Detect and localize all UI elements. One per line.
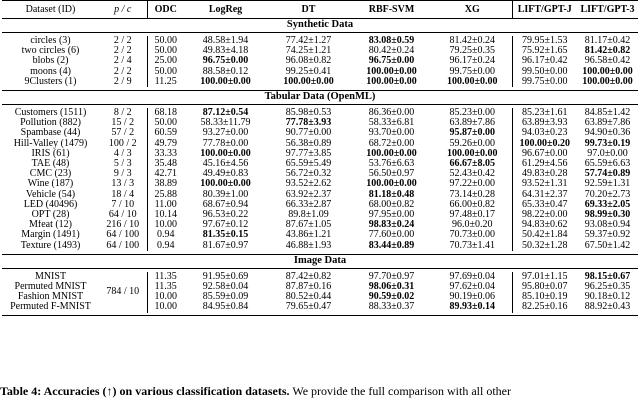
value-cell: 96.67±0.00 (522, 148, 568, 159)
table-row (2, 169, 638, 179)
table-row (2, 108, 638, 118)
dataset-cell: Mfeat (12) (28, 220, 73, 231)
table-row (2, 220, 638, 230)
value-cell (577, 210, 638, 220)
value-cell: 97.70±0.97 (368, 271, 415, 282)
best-value: 100.00±0.00 (582, 76, 633, 87)
value-cell: 93.52±1.31 (522, 179, 568, 190)
value-cell: 61.29±4.56 (522, 159, 568, 170)
pc-cell: 2 / 9 (113, 76, 132, 87)
pc-cell: 2 / 2 (113, 36, 132, 46)
value-cell: 86.36±0.00 (368, 108, 415, 119)
value-cell: 98.22±0.00 (522, 210, 568, 221)
dataset-cell: OPT (28) (31, 210, 70, 221)
best-value: 100.00±0.00 (366, 76, 417, 87)
value-cell (350, 292, 433, 302)
value-cell (350, 282, 433, 292)
value-cell (433, 302, 512, 312)
dataset-cell: Wine (187) (27, 179, 74, 190)
value-cell (350, 77, 433, 87)
value-cell: 64.31±2.37 (522, 189, 568, 200)
value-cell: 81.67±0.97 (202, 240, 249, 251)
value-cell: 94.03±0.23 (522, 128, 568, 139)
table-row (2, 179, 638, 189)
value-cell: 90.77±0.00 (285, 128, 332, 139)
value-cell: 25.88 (147, 190, 184, 200)
value-cell: 92.58±0.04 (202, 282, 249, 293)
value-cell: 77.42±1.27 (285, 36, 332, 46)
best-value: 100.00±0.00 (582, 66, 633, 77)
value-cell: 45.16±4.56 (202, 159, 249, 170)
value-cell: 43.86±1.21 (285, 230, 332, 241)
section-title: Synthetic Data (2, 19, 638, 33)
best-value: 83.44±0.89 (368, 240, 415, 251)
value-cell: 99.75±0.00 (433, 67, 512, 77)
dataset-cell: Customers (1511) (14, 108, 87, 119)
value-cell: 50.00 (147, 118, 184, 128)
value-cell (577, 169, 638, 179)
value-cell: 10.00 (147, 220, 184, 230)
best-value: 100.00±0.00 (366, 148, 417, 159)
dataset-cell: Pollution (882) (20, 118, 81, 129)
value-cell: 0.94 (147, 241, 184, 251)
value-cell (267, 118, 350, 128)
pc-cell: 100 / 2 (108, 138, 137, 149)
table-row (2, 241, 638, 251)
dataset-cell: LED (40496) (23, 199, 78, 210)
value-cell: 79.25±0.35 (433, 46, 512, 56)
value-cell: 84.85±1.42 (584, 108, 631, 119)
best-value: 81.35±0.15 (202, 230, 249, 241)
value-cell: 49.83±4.18 (202, 46, 249, 57)
value-cell: 93.27±0.00 (202, 128, 249, 139)
dataset-cell: IRIS (61) (31, 148, 70, 159)
pc-cell: 9 / 3 (113, 169, 132, 180)
best-value: 100.00±0.00 (447, 148, 498, 159)
value-cell: 68.72±0.00 (368, 138, 415, 149)
value-cell (184, 179, 267, 189)
value-cell: 65.33±0.47 (522, 199, 568, 210)
value-cell: 91.95±0.69 (202, 271, 249, 282)
table-row (2, 292, 638, 302)
value-cell: 94.83±0.62 (522, 220, 568, 231)
value-cell: 56.72±0.32 (285, 169, 332, 180)
table-body (2, 19, 638, 316)
value-cell: 85.59±0.09 (202, 292, 249, 303)
best-value: 100.00±0.00 (283, 76, 334, 87)
table-row (2, 36, 638, 46)
value-cell (577, 67, 638, 77)
pc-cell: 8 / 2 (113, 108, 132, 119)
value-cell (350, 36, 433, 46)
value-cell (350, 190, 433, 200)
value-cell: 87.42±0.82 (285, 271, 332, 282)
header-cell: XG (433, 1, 512, 19)
table-row (2, 282, 638, 292)
value-cell (267, 77, 350, 87)
dataset-cell: blobs (2) (32, 56, 69, 67)
value-cell: 82.25±0.16 (522, 302, 568, 313)
value-cell: 97.01±1.15 (522, 271, 568, 282)
dataset-cell: Spambase (44) (20, 128, 81, 139)
header-cell: LogReg (184, 1, 267, 19)
value-cell: 97.77±3.85 (285, 148, 332, 159)
table-row (2, 67, 638, 77)
header-cell: RBF-SVM (350, 1, 433, 19)
header-cell: DT (267, 1, 350, 19)
best-value: 100.00±0.00 (200, 148, 251, 159)
section-header-row (2, 19, 638, 33)
dataset-cell: circles (3) (30, 36, 71, 46)
value-cell: 96.25±0.35 (584, 282, 631, 293)
value-cell (433, 159, 512, 169)
table-row (2, 159, 638, 169)
best-value: 100.00±0.00 (200, 76, 251, 87)
value-cell: 68.67±0.94 (202, 199, 249, 210)
value-cell: 65.59±5.49 (285, 159, 332, 170)
value-cell: 97.0±0.00 (587, 148, 628, 159)
value-cell: 49.83±0.28 (522, 169, 568, 180)
value-cell: 70.73±0.00 (433, 230, 512, 240)
value-cell: 96.0±0.20 (433, 220, 512, 230)
section-title: Image Data (2, 254, 638, 268)
best-value: 100.00±0.00 (200, 179, 251, 190)
section-header-row (2, 91, 638, 105)
best-value: 98.06±0.31 (368, 282, 415, 293)
pc-cell: 2 / 2 (113, 66, 132, 77)
table-row (2, 128, 638, 138)
table-row (2, 77, 638, 87)
pc-cell: 64 / 10 (108, 210, 137, 221)
value-cell: 63.89±7.86 (584, 118, 631, 129)
dataset-cell: TAE (48) (31, 159, 70, 170)
value-cell (184, 149, 267, 159)
value-cell: 93.70±0.00 (368, 128, 415, 139)
value-cell: 65.59±6.63 (584, 159, 631, 170)
value-cell (577, 272, 638, 282)
best-value: 95.87±0.00 (449, 128, 495, 139)
value-cell: 94.90±0.36 (584, 128, 631, 139)
value-cell: 11.35 (147, 282, 184, 292)
value-cell (350, 67, 433, 77)
caption-text: We provide the full comparison with all other (289, 384, 511, 398)
pc-cell: 13 / 3 (111, 179, 135, 190)
value-cell: 52.43±0.42 (433, 169, 512, 179)
value-cell: 84.95±0.84 (202, 302, 249, 313)
value-cell (184, 230, 267, 240)
value-cell: 50.00 (147, 46, 184, 56)
table-row (2, 46, 638, 56)
value-cell: 58.33±6.81 (368, 118, 415, 129)
value-cell: 0.94 (147, 230, 184, 240)
value-cell (350, 220, 433, 230)
value-cell: 96.17±0.42 (522, 56, 568, 67)
value-cell: 59.26±0.00 (433, 139, 512, 149)
value-cell: 42.71 (147, 169, 184, 179)
value-cell: 58.33±11.79 (200, 118, 251, 129)
value-cell: 96.58±0.42 (584, 56, 631, 67)
value-cell (184, 77, 267, 87)
value-cell: 79.95±1.53 (522, 36, 568, 46)
value-cell: 56.50±0.97 (368, 169, 415, 180)
value-cell: 50.42±1.84 (522, 230, 568, 241)
value-cell: 46.88±1.93 (285, 240, 332, 251)
pc-cell: 18 / 4 (111, 189, 135, 200)
value-cell: 93.52±2.62 (285, 179, 332, 190)
value-cell: 74.25±1.21 (285, 46, 332, 57)
pc-cell: 216 / 10 (106, 220, 140, 231)
best-value: 98.15±0.67 (584, 271, 631, 282)
value-cell: 60.59 (147, 128, 184, 138)
best-value: 81.42±0.82 (584, 46, 631, 57)
value-cell: 88.33±0.37 (368, 302, 415, 313)
value-cell (433, 149, 512, 159)
pc-cell: 2 / 4 (113, 56, 132, 67)
header-cell: ODC (147, 1, 184, 19)
header-cell: Dataset (ID) (2, 1, 99, 19)
value-cell: 11.35 (147, 272, 184, 282)
value-cell: 38.89 (147, 179, 184, 189)
value-cell: 50.00 (147, 67, 184, 77)
value-cell: 90.19±0.06 (433, 292, 512, 302)
value-cell: 85.23±1.61 (522, 108, 568, 119)
value-cell: 97.62±0.04 (433, 282, 512, 292)
pc-cell: 4 / 3 (113, 148, 132, 159)
dataset-cell: CMC (23) (29, 169, 72, 180)
best-value: 87.12±0.54 (202, 108, 249, 119)
header-cell: LIFT/GPT-3 (577, 1, 638, 19)
pc-cell: 2 / 2 (113, 46, 132, 57)
table-row (2, 149, 638, 159)
best-value: 100.00±0.00 (366, 66, 417, 77)
table-row (2, 190, 638, 200)
value-cell (350, 149, 433, 159)
value-cell: 50.00 (147, 36, 184, 46)
dataset-cell: Margin (1491) (21, 230, 80, 241)
table-row (2, 272, 638, 282)
value-cell: 88.92±0.43 (584, 302, 631, 313)
best-value: 98.83±0.24 (368, 220, 415, 231)
value-cell: 49.49±0.83 (202, 169, 249, 180)
value-cell: 67.50±1.42 (584, 240, 631, 251)
section-header-row (2, 254, 638, 268)
value-cell: 49.79 (147, 139, 184, 149)
results-table (2, 0, 638, 316)
value-cell: 87.87±0.16 (285, 282, 332, 293)
dataset-cell: Permuted F-MNIST (10, 302, 91, 313)
value-cell: 66.00±0.82 (433, 200, 512, 210)
section-title: Tabular Data (OpenML) (2, 91, 638, 105)
value-cell: 25.00 (147, 56, 184, 66)
best-value: 66.67±8.05 (449, 159, 495, 170)
value-cell: 48.58±1.94 (202, 36, 249, 46)
best-value: 89.93±0.14 (449, 302, 495, 313)
value-cell (577, 200, 638, 210)
pc-cell: 15 / 2 (111, 118, 135, 129)
value-cell: 63.89±3.93 (522, 118, 568, 129)
value-cell: 97.48±0.17 (433, 210, 512, 220)
value-cell: 97.69±0.04 (433, 272, 512, 282)
value-cell: 63.89±7.86 (433, 118, 512, 128)
value-cell: 85.10±0.19 (522, 292, 568, 303)
value-cell: 68.18 (147, 108, 184, 118)
value-cell: 33.33 (147, 149, 184, 159)
pc-cell: 64 / 100 (106, 230, 140, 241)
best-value: 98.99±0.30 (584, 210, 631, 221)
value-cell: 96.53±0.22 (202, 210, 249, 221)
spacer (2, 313, 638, 316)
dataset-cell: Texture (1493) (20, 240, 81, 251)
value-cell: 95.80±0.07 (522, 282, 568, 293)
dataset-cell: MNIST (34, 271, 67, 282)
best-value: 57.74±0.89 (584, 169, 631, 180)
value-cell: 99.25±0.41 (285, 66, 332, 77)
value-cell (350, 56, 433, 66)
value-cell: 77.60±0.00 (368, 230, 415, 241)
best-value: 99.73±0.19 (584, 138, 631, 149)
value-cell: 88.58±0.12 (202, 66, 249, 77)
value-cell: 70.20±2.73 (584, 189, 631, 200)
value-cell: 50.32±1.28 (522, 240, 568, 251)
best-value: 77.78±3.93 (285, 118, 332, 129)
header-cell: LIFT/GPT-J (512, 1, 577, 19)
value-cell: 97.67±0.12 (202, 220, 249, 231)
value-cell: 10.00 (147, 292, 184, 302)
dataset-cell: Permuted MNIST (14, 282, 87, 293)
table-row (2, 302, 638, 312)
value-cell (350, 241, 433, 251)
pc-cell: 7 / 10 (111, 199, 135, 210)
value-cell: 80.42±0.24 (368, 46, 415, 57)
best-value: 83.08±0.59 (368, 36, 415, 46)
best-value: 69.33±2.05 (584, 199, 631, 210)
value-cell: 96.08±0.82 (285, 56, 332, 67)
value-cell: 93.08±0.94 (584, 220, 631, 231)
best-value: 100.00±0.20 (519, 138, 570, 149)
value-cell (184, 56, 267, 66)
value-cell (577, 139, 638, 149)
value-cell: 10.14 (147, 210, 184, 220)
value-cell: 56.38±0.89 (285, 138, 332, 149)
best-value: 100.00±0.00 (447, 76, 498, 87)
value-cell: 99.75±0.00 (522, 76, 568, 87)
best-value: 90.59±0.02 (368, 292, 415, 303)
value-cell (350, 179, 433, 189)
value-cell: 66.33±2.87 (285, 199, 332, 210)
pc-cell: 784 / 10 (106, 286, 140, 298)
value-cell (577, 77, 638, 87)
dataset-cell: Fashion MNIST (17, 292, 84, 303)
value-cell (433, 128, 512, 138)
header-row (2, 1, 638, 19)
value-cell: 68.00±0.82 (368, 199, 415, 210)
pc-cell: 57 / 2 (111, 128, 135, 139)
table-row (2, 118, 638, 128)
value-cell: 63.92±2.37 (285, 189, 332, 200)
value-cell: 53.76±6.63 (368, 159, 415, 170)
best-value: 96.75±0.00 (368, 56, 415, 67)
table-row (2, 56, 638, 66)
best-value: 81.18±0.48 (368, 189, 415, 200)
value-cell (577, 46, 638, 56)
value-cell: 70.73±1.41 (433, 241, 512, 251)
value-cell: 10.00 (147, 302, 184, 312)
best-value: 100.00±0.00 (366, 179, 417, 190)
value-cell: 77.78±0.00 (202, 138, 249, 149)
value-cell: 90.18±0.12 (584, 292, 631, 303)
value-cell: 85.98±0.53 (285, 108, 332, 119)
value-cell: 81.17±0.42 (584, 36, 631, 46)
caption-lead: Table 4: Accuracies (↑) on various classification datasets. (0, 384, 290, 398)
dataset-cell: 9Clusters (1) (24, 76, 77, 87)
value-cell: 80.52±0.44 (285, 292, 332, 303)
best-value: 96.75±0.00 (202, 56, 249, 67)
dataset-cell: two circles (6) (21, 46, 80, 57)
pc-cell: 5 / 3 (113, 159, 132, 170)
value-cell: 97.22±0.00 (433, 179, 512, 189)
header-cell: p / c (99, 1, 147, 19)
value-cell: 96.17±0.24 (433, 56, 512, 66)
spacer-row (2, 313, 638, 316)
table-row (2, 230, 638, 240)
value-cell (512, 139, 577, 149)
value-cell: 87.67±1.05 (285, 220, 332, 231)
value-cell: 85.23±0.00 (433, 108, 512, 118)
value-cell: 11.25 (147, 77, 184, 87)
dataset-cell: Vehicle (54) (25, 189, 76, 200)
dataset-cell: Hill-Valley (1479) (13, 138, 88, 149)
table-row (2, 200, 638, 210)
table-caption (0, 384, 640, 398)
table-row (2, 210, 638, 220)
value-cell: 97.95±0.00 (368, 210, 415, 221)
pc-cell: 64 / 100 (106, 240, 140, 251)
dataset-cell: moons (4) (30, 66, 71, 77)
value-cell (433, 77, 512, 87)
value-cell: 81.42±0.24 (433, 36, 512, 46)
value-cell: 73.14±0.28 (433, 190, 512, 200)
value-cell: 92.59±1.31 (584, 179, 631, 190)
value-cell: 80.39±1.00 (202, 189, 249, 200)
value-cell: 35.48 (147, 159, 184, 169)
value-cell: 11.00 (147, 200, 184, 210)
value-cell: 79.65±0.47 (285, 302, 332, 313)
value-cell: 89.8±1.09 (288, 210, 329, 221)
value-cell: 99.50±0.00 (522, 66, 568, 77)
value-cell: 59.37±0.92 (584, 230, 631, 241)
value-cell (184, 108, 267, 118)
value-cell: 75.92±1.65 (522, 46, 568, 57)
table-row (2, 139, 638, 149)
